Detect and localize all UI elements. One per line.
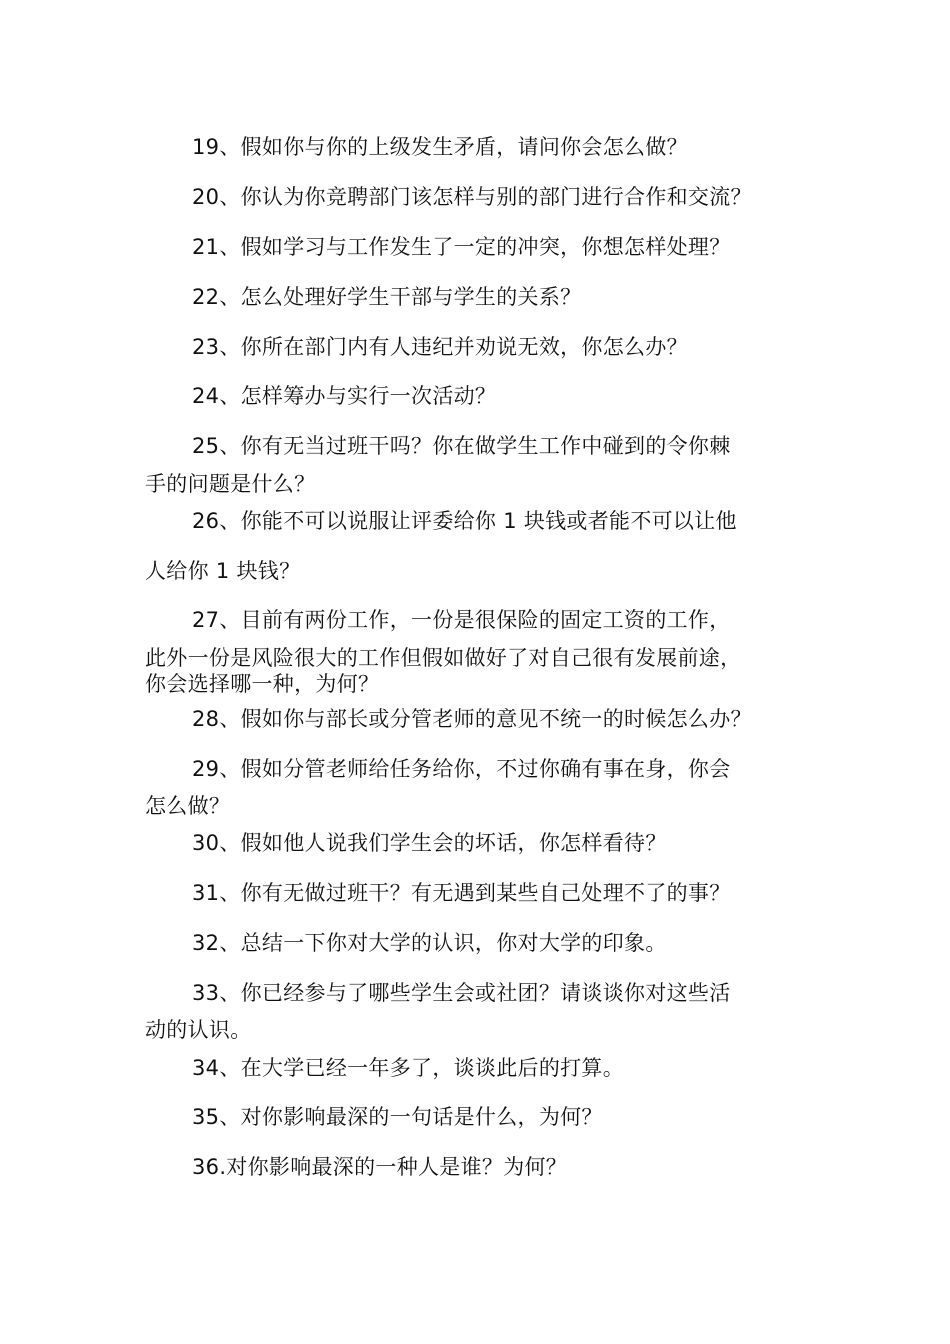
question-25-line-2: 手的问题是什么？ [145,472,316,496]
question-28: 28、假如你与部长或分管老师的意见不统一的时候怎么办？ [192,707,752,731]
question-26-line-2: 人给你 1 块钱？ [145,559,301,583]
question-32: 32、总结一下你对大学的认识，你对大学的印象。 [192,931,667,955]
question-35: 35、对你影响最深的一句话是什么，为何？ [192,1105,603,1129]
question-33-line-1: 33、你已经参与了哪些学生会或社团？请谈谈你对这些活 [192,981,731,1005]
question-29-line-2: 怎么做？ [145,794,231,818]
question-20: 20、你认为你竞聘部门该怎样与别的部门进行合作和交流？ [192,185,752,209]
question-22: 22、怎么处理好学生干部与学生的关系？ [192,285,582,309]
question-21: 21、假如学习与工作发生了一定的冲突，你想怎样处理？ [192,235,731,259]
question-33-line-2: 动的认识。 [145,1018,252,1042]
question-31: 31、你有无做过班干？有无遇到某些自己处理不了的事？ [192,881,731,905]
question-27-line-2: 此外一份是风险很大的工作但假如做好了对自己很有发展前途， [145,646,742,670]
question-25-line-1: 25、你有无当过班干吗？你在做学生工作中碰到的令你棘 [192,434,731,458]
question-34: 34、在大学已经一年多了，谈谈此后的打算。 [192,1056,625,1080]
question-30: 30、假如他人说我们学生会的坏话，你怎样看待？ [192,831,667,855]
question-27-line-1: 27、目前有两份工作，一份是很保险的固定工资的工作， [192,608,731,632]
question-29-line-1: 29、假如分管老师给任务给你，不过你确有事在身，你会 [192,757,731,781]
question-26-line-1: 26、你能不可以说服让评委给你 1 块钱或者能不可以让他 [192,509,737,533]
question-19: 19、假如你与你的上级发生矛盾，请问你会怎么做？ [192,135,688,159]
question-23: 23、你所在部门内有人违纪并劝说无效，你怎么办？ [192,335,688,359]
question-24: 24、怎样筹办与实行一次活动？ [192,384,497,408]
question-36: 36.对你影响最深的一种人是谁？为何？ [192,1155,568,1179]
question-27-line-3: 你会选择哪一种，为何？ [145,672,380,696]
